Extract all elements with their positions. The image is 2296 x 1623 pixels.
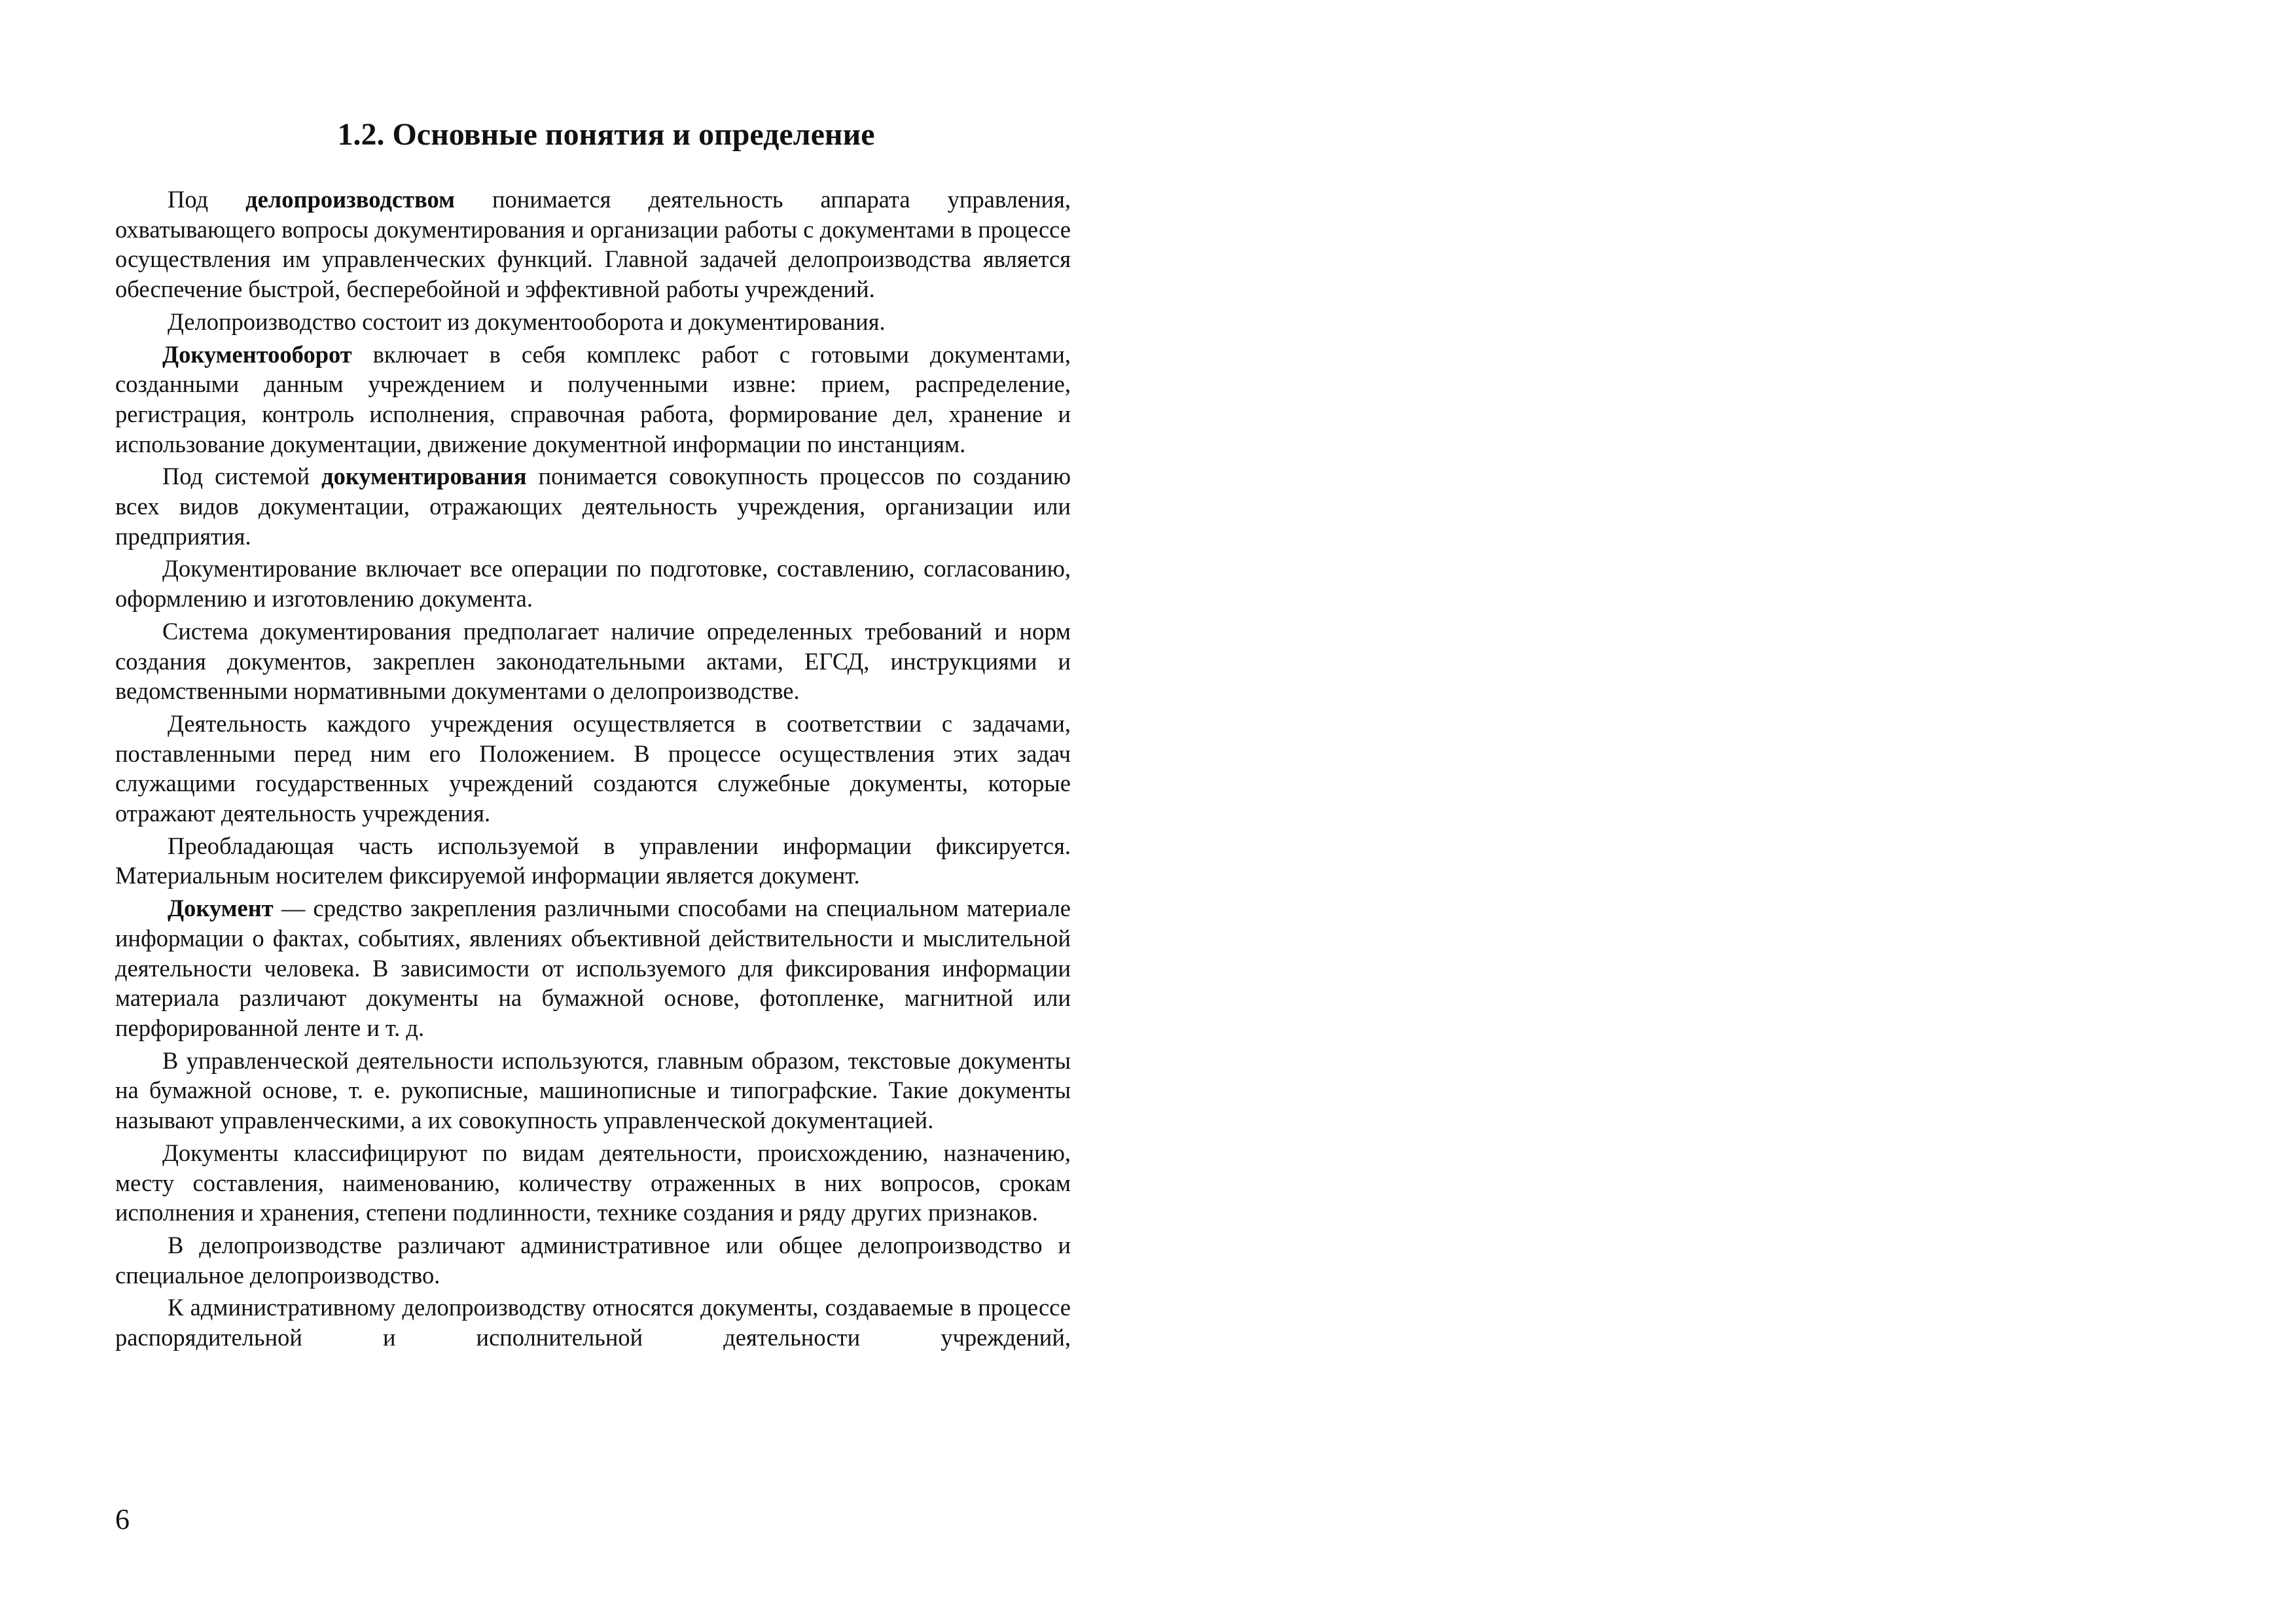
paragraph-administrative-records	[115, 1293, 1071, 1352]
paragraph-text: Система документирования предполагает наличие определенных требований и норм создания документов, закреплен законодательными актами, ЕГСД, инструкциями и ведомственными нормативными документами о делопроизводстве.	[115, 617, 1071, 705]
term-bold: документирования	[321, 463, 527, 490]
paragraph-text: Документирование включает все операции по подготовке, составлению, согласованию, оформлению и изготовлению документа.	[115, 555, 1071, 613]
paragraph-text: Делопроизводство состоит из документооборота и документирования.	[168, 308, 886, 335]
paragraph-text: К административному делопроизводству относятся документы, создаваемые в процессе распорядительной и исполнительной деятельности учреждений,	[115, 1294, 1071, 1351]
paragraph-text: Документы классифицируют по видам деятельности, происхождению, назначению, месту составления, наименованию, количеству отраженных в них вопросов, срокам исполнения и хранения, степени подлинности, технике создания и ряду других признаков.	[115, 1139, 1071, 1226]
paragraph-definition-records-management	[115, 185, 1071, 304]
paragraph-institution-activity	[115, 709, 1071, 829]
paragraph-text: включает в себя комплекс работ с готовыми документами, созданными данным учреждением и полученными извне: прием, распределение, регистрация, контроль исполнения, справочная работа, формирование дел, хранение и использование документации, движение документной информации по инстанциям.	[115, 340, 1071, 457]
section-heading: 1.2. Основные понятия и определение	[337, 117, 875, 152]
paragraph-text: понимается деятельность аппарата управления, охватывающего вопросы документирования и организации работы с документами в процессе осуществления им управленческих функций. Главной задачей делопроизводства является обеспечение быстрой, бесперебойной и эффективной работы учреждений.	[115, 186, 1071, 303]
paragraph-text: понимается совокупность процессов по созданию всех видов документации, отражающих деятельность учреждения, организации или предприятия.	[115, 463, 1071, 550]
paragraph-text: — средство закрепления различными способами на специальном материале информации о фактах, событиях, явлениях объективной действительности и мыслительной деятельности человека. В зависимости от используемого для фиксирования информации материала различают документы на бумажной основе, фотопленке, магнитной или перфорированной ленте и т. д.	[115, 895, 1071, 1041]
paragraph-document-flow	[115, 340, 1071, 459]
paragraph-text: В делопроизводстве различают административное или общее делопроизводство и специальное делопроизводство.	[115, 1231, 1071, 1289]
body-text	[115, 185, 1071, 1353]
page-number: 6	[115, 1503, 130, 1535]
document-page	[115, 0, 1071, 1623]
paragraph-text: Преобладающая часть используемой в управлении информации фиксируется. Материальным носителем фиксируемой информации является документ.	[115, 832, 1071, 889]
paragraph-information-fixation	[115, 831, 1071, 891]
paragraph-text: Деятельность каждого учреждения осуществляется в соответствии с задачами, поставленными перед ним его Положением. В процессе осуществления этих задач служащими государственных учреждений создаются служебные документы, которые отражают деятельность учреждения.	[115, 709, 1071, 827]
term-bold: Документ	[168, 895, 274, 922]
paragraph-management-documents	[115, 1046, 1071, 1135]
paragraph-documentation-system	[115, 461, 1071, 551]
paragraph-text: В управленческой деятельности используются, главным образом, текстовые документы на бумажной основе, т. е. рукописные, машинописные и типографские. Такие документы называют управленческими, а их совокупность управленческой документацией.	[115, 1046, 1071, 1134]
paragraph-document-classification	[115, 1138, 1071, 1228]
paragraph-documentation-requirements	[115, 616, 1071, 706]
paragraph-records-types	[115, 1230, 1071, 1290]
paragraph-records-consists	[115, 307, 1071, 337]
paragraph-text: Под системой	[162, 463, 322, 490]
paragraph-documentation-operations	[115, 554, 1071, 613]
paragraph-text: Под	[168, 186, 246, 213]
term-bold: Документооборот	[162, 340, 352, 368]
term-bold: делопроизводством	[245, 186, 455, 213]
paragraph-document-definition	[115, 893, 1071, 1043]
